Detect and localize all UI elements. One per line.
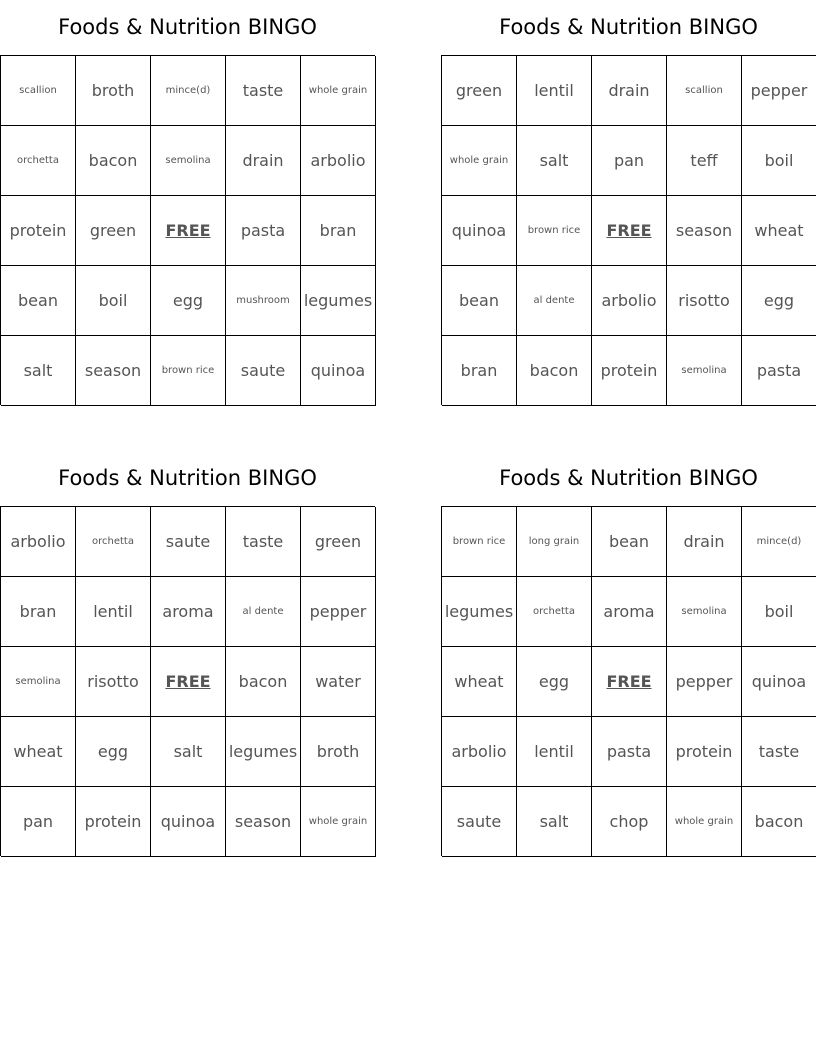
bingo-cell: brown rice — [151, 336, 226, 406]
free-space: FREE — [151, 196, 226, 266]
bingo-cell: bran — [442, 336, 517, 406]
bingo-card-3 — [0, 463, 375, 856]
card-title: Foods & Nutrition BINGO — [58, 15, 317, 39]
bingo-grid — [0, 55, 375, 405]
bingo-cell: green — [76, 196, 151, 266]
bingo-cell: saute — [226, 336, 301, 406]
bingo-cell: risotto — [667, 266, 742, 336]
bingo-cell: semolina — [1, 647, 76, 717]
bingo-cell: semolina — [667, 336, 742, 406]
bingo-card-4 — [441, 463, 816, 856]
bingo-cell: legumes — [442, 577, 517, 647]
bingo-cell: lentil — [517, 717, 592, 787]
bingo-cell: egg — [76, 717, 151, 787]
bingo-cell: legumes — [226, 717, 301, 787]
bingo-cell: bacon — [226, 647, 301, 717]
bingo-cell: season — [667, 196, 742, 266]
bingo-cell: season — [76, 336, 151, 406]
bingo-cell: semolina — [667, 577, 742, 647]
bingo-cell: risotto — [76, 647, 151, 717]
bingo-cell: boil — [76, 266, 151, 336]
bingo-cell: protein — [592, 336, 667, 406]
bingo-grid — [441, 55, 816, 405]
bingo-cell: bacon — [517, 336, 592, 406]
bingo-grid — [441, 506, 816, 856]
bingo-cell: mushroom — [226, 266, 301, 336]
bingo-cell: legumes — [301, 266, 376, 336]
bingo-cell: bean — [1, 266, 76, 336]
bingo-cell: salt — [151, 717, 226, 787]
bingo-cell: egg — [517, 647, 592, 717]
bingo-cell: al dente — [517, 266, 592, 336]
bingo-cell: salt — [1, 336, 76, 406]
bingo-cell: green — [442, 56, 517, 126]
bingo-cell: whole grain — [301, 56, 376, 126]
bingo-cell: quinoa — [742, 647, 816, 717]
bingo-cell: boil — [742, 126, 816, 196]
bingo-cell: orchetta — [517, 577, 592, 647]
bingo-cell: salt — [517, 787, 592, 857]
bingo-cell: bacon — [742, 787, 816, 857]
bingo-cell: scallion — [1, 56, 76, 126]
bingo-cell: salt — [517, 126, 592, 196]
bingo-cell: drain — [667, 507, 742, 577]
bingo-cell: bran — [1, 577, 76, 647]
bingo-cell: season — [226, 787, 301, 857]
bingo-cell: chop — [592, 787, 667, 857]
bingo-cell: brown rice — [517, 196, 592, 266]
bingo-cell: whole grain — [442, 126, 517, 196]
bingo-cell: pan — [592, 126, 667, 196]
bingo-cell: drain — [226, 126, 301, 196]
bingo-cell: brown rice — [442, 507, 517, 577]
bingo-cell: quinoa — [442, 196, 517, 266]
bingo-cell: broth — [76, 56, 151, 126]
bingo-cell: bean — [442, 266, 517, 336]
bingo-cell: aroma — [592, 577, 667, 647]
bingo-cell: taste — [226, 56, 301, 126]
bingo-cell: green — [301, 507, 376, 577]
bingo-cell: lentil — [517, 56, 592, 126]
bingo-cell: semolina — [151, 126, 226, 196]
bingo-cell: egg — [151, 266, 226, 336]
card-title: Foods & Nutrition BINGO — [499, 466, 758, 490]
free-space: FREE — [592, 647, 667, 717]
bingo-cell: water — [301, 647, 376, 717]
bingo-cell: drain — [592, 56, 667, 126]
bingo-cell: pepper — [742, 56, 816, 126]
free-space: FREE — [592, 196, 667, 266]
bingo-cell: pepper — [301, 577, 376, 647]
bingo-cell: arbolio — [1, 507, 76, 577]
bingo-card-2 — [441, 12, 816, 405]
bingo-cell: scallion — [667, 56, 742, 126]
bingo-cell: orchetta — [76, 507, 151, 577]
bingo-cell: taste — [742, 717, 816, 787]
card-title: Foods & Nutrition BINGO — [58, 466, 317, 490]
bingo-cell: arbolio — [301, 126, 376, 196]
bingo-cell: quinoa — [301, 336, 376, 406]
bingo-cell: teff — [667, 126, 742, 196]
bingo-cell: al dente — [226, 577, 301, 647]
bingo-cell: whole grain — [301, 787, 376, 857]
bingo-cell: protein — [76, 787, 151, 857]
bingo-cell: bran — [301, 196, 376, 266]
bingo-cell: pasta — [226, 196, 301, 266]
bingo-cell: taste — [226, 507, 301, 577]
bingo-cell: arbolio — [442, 717, 517, 787]
bingo-cell: protein — [1, 196, 76, 266]
bingo-cell: saute — [442, 787, 517, 857]
bingo-cell: orchetta — [1, 126, 76, 196]
bingo-cell: pan — [1, 787, 76, 857]
bingo-cell: whole grain — [667, 787, 742, 857]
bingo-cell: broth — [301, 717, 376, 787]
bingo-cell: saute — [151, 507, 226, 577]
free-space: FREE — [151, 647, 226, 717]
bingo-cell: wheat — [1, 717, 76, 787]
bingo-grid — [0, 506, 375, 856]
bingo-cell: long grain — [517, 507, 592, 577]
bingo-cell: bean — [592, 507, 667, 577]
bingo-cell: wheat — [442, 647, 517, 717]
bingo-cell: quinoa — [151, 787, 226, 857]
bingo-cell: mince(d) — [151, 56, 226, 126]
bingo-card-1 — [0, 12, 375, 405]
bingo-cell: wheat — [742, 196, 816, 266]
bingo-cell: egg — [742, 266, 816, 336]
bingo-cell: protein — [667, 717, 742, 787]
bingo-cell: lentil — [76, 577, 151, 647]
bingo-cell: mince(d) — [742, 507, 816, 577]
bingo-cell: bacon — [76, 126, 151, 196]
bingo-cell: boil — [742, 577, 816, 647]
bingo-cell: pasta — [742, 336, 816, 406]
bingo-cell: pasta — [592, 717, 667, 787]
bingo-cell: pepper — [667, 647, 742, 717]
card-title: Foods & Nutrition BINGO — [499, 15, 758, 39]
bingo-cell: aroma — [151, 577, 226, 647]
bingo-cell: arbolio — [592, 266, 667, 336]
